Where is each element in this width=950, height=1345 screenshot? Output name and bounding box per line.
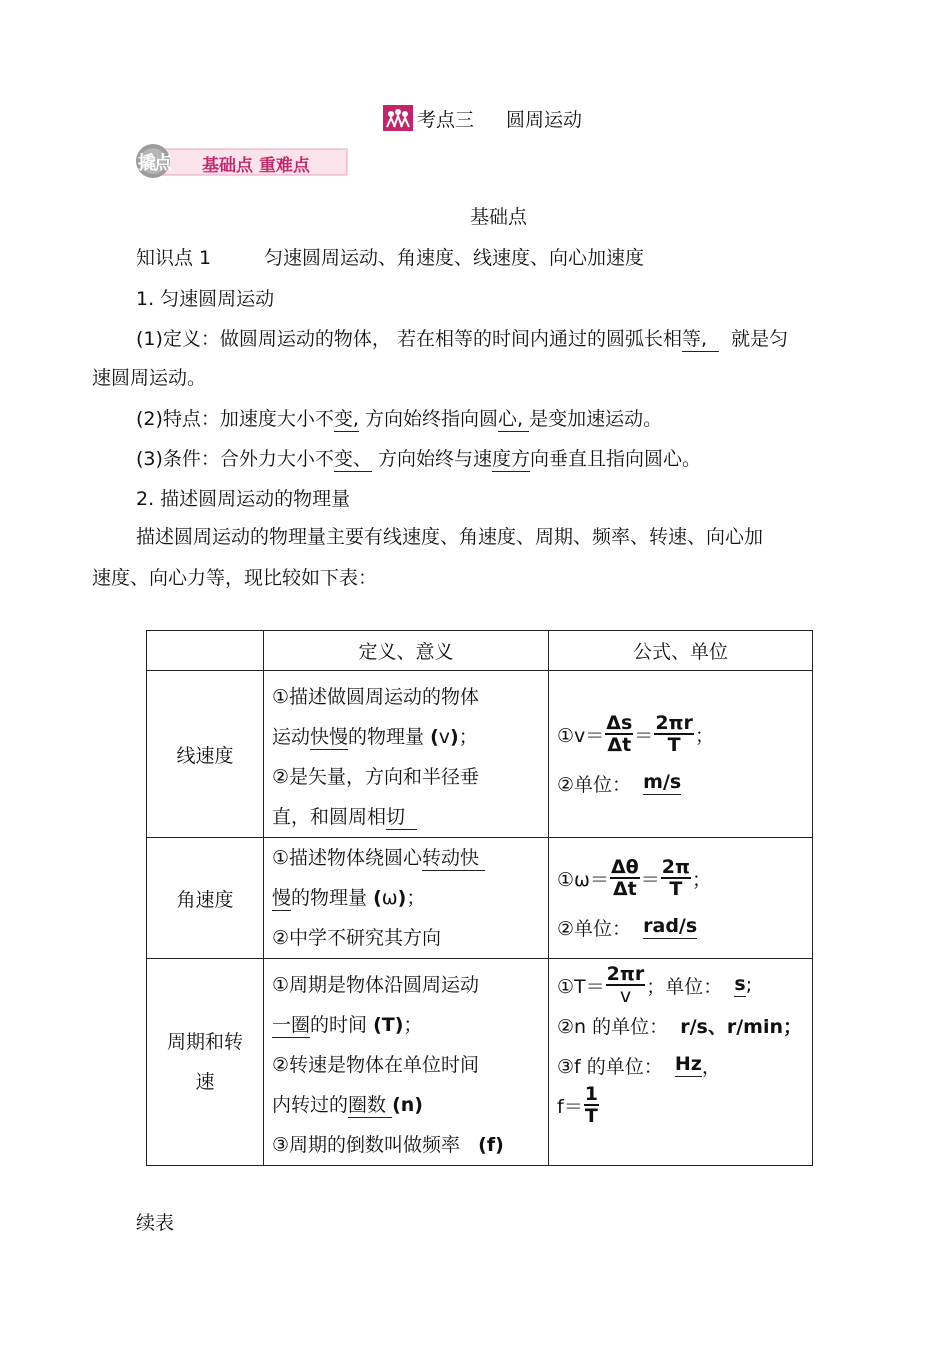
row-name-line-2: 速 [195,1071,215,1093]
formula-line: ③f 的单位： Hz ， [557,1053,721,1078]
unit-line: ②单位： m/s [557,771,682,796]
row-name-line-1: 周期和转 [166,1031,243,1053]
row-name-angular-velocity: 角速度 [147,838,264,959]
p3-text-b: 方向始终与速 [371,448,492,470]
p2-text-c: 是变加速运动。 [529,408,663,430]
table-row [147,838,813,959]
p2-text-a: (2)特点：加速度大小不 [136,408,334,430]
formula-line: ②n 的单位： r/s、r/min； [557,1015,802,1038]
p3-text-c: 向垂直且指向圆心。 [530,448,702,470]
row-definition [264,959,549,1166]
paragraph-definition [136,324,788,351]
row-definition [264,838,549,959]
formula-line: ①v＝ $\frac{\Delta s}{\Delta t}$ ＝ $\frac{2\pi r}{T}$ ； [557,712,714,756]
section-logo-icon [383,105,413,131]
p1-underline: 等, [681,328,720,350]
def-line: ③周期的倒数叫做频率 (f) [272,1134,504,1156]
knowledge-point-prefix: 知识点 1 [136,247,212,269]
p3-underline-2: 度方 [491,448,530,470]
def-line: ②是矢量，方向和半径垂 [272,766,480,788]
p2-underline-2: 心, [498,408,530,430]
def-line: 直，和圆周相切 [272,806,418,828]
p3-text-a: (3)条件：合外力大小不 [136,448,334,470]
p2-underline-1: 变, [333,408,359,430]
table-row [147,671,813,838]
section-title: 圆周运动 [506,108,583,131]
def-line: 内转过的圈数 (n) [272,1094,423,1116]
def-line: ②中学不研究其方向 [272,927,442,949]
unit-line: ②单位： rad/s [557,915,698,940]
center-heading: 基础点 [470,206,528,228]
section-title-row [383,104,582,132]
section-label: 考点三 [417,108,475,131]
def-line: ①周期是物体沿圆周运动 [272,974,480,996]
def-line: ①描述做圆周运动的物体 [272,686,480,708]
def-line: 慢的物理量 (ω)； [272,887,426,909]
table-header-row [147,631,813,671]
p1-text-b: 就是匀 [719,328,789,350]
def-line: 运动快慢的物理量 (v)； [272,726,478,748]
p1-text-c: 速圆周运动。 [92,367,207,389]
physics-quantities-table [146,630,813,1166]
table-header-definition: 定义、意义 [264,631,549,671]
row-name-linear-velocity: 线速度 [147,671,264,838]
row-definition [264,671,549,838]
row-name-period [147,959,264,1166]
knowledge-point-title: 匀速圆周运动、角速度、线速度、向心加速度 [264,247,645,269]
paragraph-feature [136,404,662,431]
row-formula [549,959,813,1166]
formula-line: ①ω＝ $\frac{\Delta\theta}{\Delta t}$ ＝ $\frac{2\pi}{T}$ ； [557,856,711,900]
formula-line: ①T＝ $\frac{2\pi r}{v}$ ；单位： s ; [557,963,753,1007]
def-line: ②转速是物体在单位时间 [272,1054,480,1076]
row-formula [549,838,813,959]
p1-text-a: (1)定义：做圆周运动的物体， 若在相等的时间内通过的圆弧长相 [136,328,682,350]
paragraph-intro-2: 速度、向心力等，现比较如下表： [92,567,378,589]
paragraph-condition [136,444,701,471]
section-1-title: 1. 匀速圆周运动 [136,288,275,310]
continued-label: 续表 [136,1212,175,1234]
unit-value: rad/s [643,915,698,937]
def-line: 一圈的时间 (T)； [272,1014,423,1036]
banner-badge: 撬点 [138,153,170,174]
table-row [147,959,813,1166]
section-2-title: 2. 描述圆周运动的物理量 [136,488,351,510]
table-header-empty [147,631,264,671]
table-header-formula: 公式、单位 [549,631,813,671]
paragraph-intro-1: 描述圆周运动的物理量主要有线速度、角速度、周期、频率、转速、向心加 [136,526,764,548]
formula-line: f＝ $\frac{1}{T}$ [557,1083,598,1127]
p3-underline-1: 变、 [333,448,372,470]
banner [134,143,348,179]
row-formula [549,671,813,838]
p2-text-b: 方向始终指向圆 [358,408,499,430]
def-line: ①描述物体绕圆心转动快 [272,847,486,869]
banner-text: 基础点 重难点 [202,156,310,176]
unit-value: m/s [643,771,682,793]
